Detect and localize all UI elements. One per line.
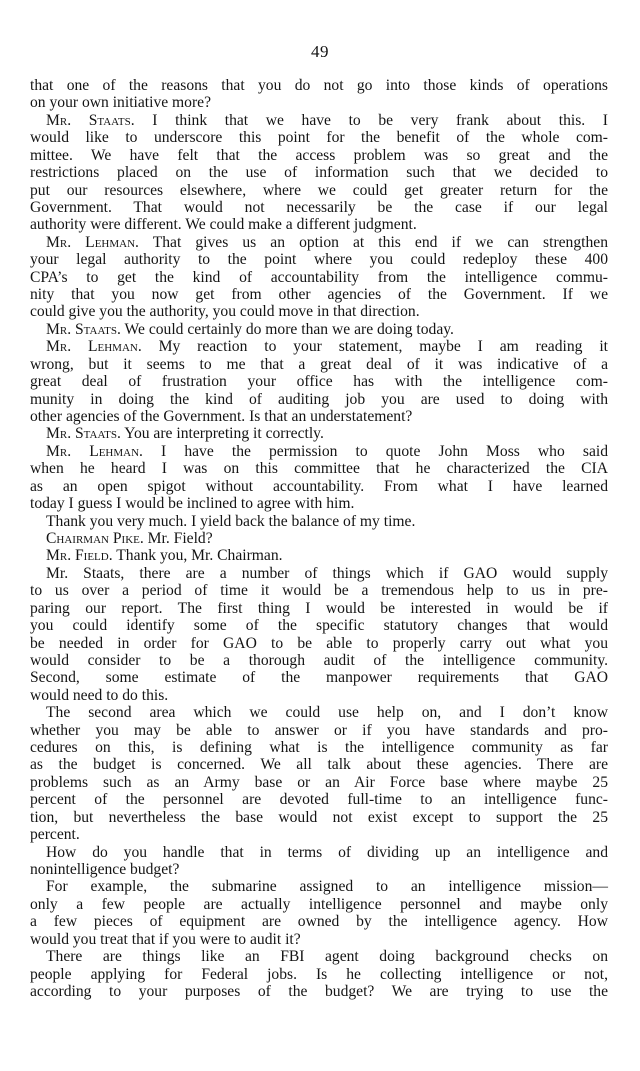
text-line <box>30 408 608 425</box>
text-line <box>30 199 608 216</box>
line-text: whether you may be able to answer or if you have standards and pro- <box>30 721 608 739</box>
line-text: according to your purposes of the budget? We are trying to use the <box>30 982 608 1000</box>
line-text: today I guess I would be inclined to agree with him. <box>30 495 355 513</box>
line-text: Thank you very much. I yield back the balance of my time. <box>46 512 416 530</box>
line-text: restrictions placed on the use of information such that we decided to <box>30 164 608 182</box>
page-number: 49 <box>311 42 329 61</box>
text-line <box>30 896 608 913</box>
line-text: problems such as an Army base or an Air Force base where maybe 25 <box>30 773 608 791</box>
line-text: We could certainly do more than we are doing today. <box>120 320 454 338</box>
line-text: Mr. Field? <box>143 529 213 547</box>
text-line <box>30 513 608 530</box>
text-line <box>30 338 608 355</box>
speaker-name: Mr. Lehman. <box>46 338 142 356</box>
text-line <box>30 687 608 704</box>
line-text: authority were different. We could make a different judgment. <box>30 216 417 234</box>
text-line <box>30 931 608 948</box>
text-line <box>30 147 608 164</box>
line-text: percent. <box>30 826 80 844</box>
line-text: nonintelligence budget? <box>30 860 180 878</box>
body-text <box>30 77 608 1000</box>
text-line <box>30 478 608 495</box>
speaker-name: Mr. Staats. <box>46 425 121 443</box>
text-line <box>30 600 608 617</box>
line-text: great deal of frustration your office has with the intelligence com- <box>30 373 608 391</box>
text-line <box>30 704 608 721</box>
text-line <box>30 844 608 861</box>
line-text: you could identify some of the specific statutory changes that would <box>30 617 608 635</box>
line-text: nity that you now get from other agencies of the Government. If we <box>30 286 608 304</box>
line-text: when he heard I was on this committee that he characterized the CIA <box>30 460 608 478</box>
text-line <box>30 861 608 878</box>
text-line <box>30 582 608 599</box>
speaker-name: Mr. Field. <box>46 547 113 565</box>
speaker-name: Mr. Staats. <box>46 111 135 129</box>
text-line <box>30 303 608 320</box>
line-text: For example, the submarine assigned to an intelligence mission— <box>46 878 608 896</box>
text-line <box>30 617 608 634</box>
line-text: would need to do this. <box>30 686 169 704</box>
line-text: There are things like an FBI agent doing background checks on <box>46 948 608 966</box>
text-line <box>30 826 608 843</box>
speaker-name: Mr. Staats. <box>46 320 121 338</box>
line-text: would like to underscore this point for the benefit of the whole com- <box>30 129 608 147</box>
text-line <box>30 425 608 442</box>
line-text: put our resources elsewhere, where we could get greater return for the <box>30 181 608 199</box>
line-text: I think that we have to be very frank about this. I <box>134 111 608 129</box>
line-text: would consider to be a thorough audit of the intelligence community. <box>30 651 608 669</box>
line-text: that one of the reasons that you do not go into those kinds of operations <box>30 77 608 94</box>
text-line <box>30 112 608 129</box>
line-text: cedures on this, is defining what is the intelligence community as far <box>30 739 608 757</box>
text-line <box>30 983 608 1000</box>
line-text: How do you handle that in terms of dividing up an intelligence and <box>46 843 608 861</box>
text-line <box>30 495 608 512</box>
text-line <box>30 391 608 408</box>
line-text: be needed in order for GAO to be able to properly carry out what you <box>30 634 608 652</box>
line-text: percent of the personnel are devoted full-time to an intelligence func- <box>30 791 608 809</box>
text-line <box>30 966 608 983</box>
line-text: Government. That would not necessarily be the case if our legal <box>30 198 608 216</box>
text-line <box>30 878 608 895</box>
line-text: tion, but nevertheless the base would not exist except to support the 25 <box>30 808 608 826</box>
speaker-name: Mr. Lehman. <box>46 233 139 251</box>
line-text: as the budget is concerned. We all talk about these agencies. There are <box>30 756 608 774</box>
line-text: CPA’s to get the kind of accountability from the intelligence commu- <box>30 268 608 286</box>
text-line <box>30 182 608 199</box>
text-line <box>30 77 608 94</box>
line-text: would you treat that if you were to audit it? <box>30 930 301 948</box>
speaker-name: Chairman Pike. <box>46 529 144 547</box>
line-text: your legal authority to the point where you could redeploy these 400 <box>30 251 608 269</box>
text-line <box>30 635 608 652</box>
text-line <box>30 373 608 390</box>
line-text: That gives us an option at this end if we can strengthen <box>138 233 609 251</box>
text-line <box>30 547 608 564</box>
text-line <box>30 164 608 181</box>
line-text: My reaction to your statement, maybe I am reading it <box>141 338 608 356</box>
text-line <box>30 129 608 146</box>
text-line <box>30 234 608 251</box>
text-line <box>30 652 608 669</box>
text-line <box>30 94 608 111</box>
line-text: You are interpreting it correctly. <box>120 425 324 443</box>
line-text: to us over a period of time it would be a tremendous help to us in pre- <box>30 582 608 600</box>
line-text: a few pieces of equipment are owned by the intelligence agency. How <box>30 913 608 931</box>
text-line <box>30 948 608 965</box>
text-line <box>30 443 608 460</box>
text-line <box>30 269 608 286</box>
line-text: Thank you, Mr. Chairman. <box>112 547 283 565</box>
line-text: could give you the authority, you could move in that direction. <box>30 303 420 321</box>
text-line <box>30 722 608 739</box>
text-line <box>30 356 608 373</box>
text-line <box>30 913 608 930</box>
line-text: munity in doing the kind of auditing job you are used to doing with <box>30 390 608 408</box>
text-line <box>30 756 608 773</box>
text-line <box>30 774 608 791</box>
text-line <box>30 565 608 582</box>
line-text: paring our report. The first thing I would be interested in would be if <box>30 599 608 617</box>
text-line <box>30 669 608 686</box>
line-text: as an open spigot without accountability. From what I have learned <box>30 477 608 495</box>
line-text: wrong, but it seems to me that a great deal of it was indicative of a <box>30 355 608 373</box>
speaker-name: Mr. Lehman. <box>46 442 143 460</box>
text-line <box>30 251 608 268</box>
line-text: people applying for Federal jobs. Is he collecting intelligence or not, <box>30 965 608 983</box>
line-text: only a few people are actually intelligence personnel and maybe only <box>30 895 608 913</box>
line-text: Mr. Staats, there are a number of things which if GAO would supply <box>46 564 608 582</box>
text-line <box>30 286 608 303</box>
text-line <box>30 216 608 233</box>
line-text: other agencies of the Government. Is that an understatement? <box>30 408 413 426</box>
line-text: I have the permission to quote John Moss who said <box>142 442 608 460</box>
text-line <box>30 460 608 477</box>
line-text: Second, some estimate of the manpower requirements that GAO <box>30 669 608 687</box>
text-line <box>30 530 608 547</box>
line-text: on your own initiative more? <box>30 94 212 112</box>
text-line <box>30 739 608 756</box>
text-line <box>30 809 608 826</box>
line-text: The second area which we could use help on, and I don’t know <box>46 704 608 722</box>
line-text: mittee. We have felt that the access problem was so great and the <box>30 146 608 164</box>
text-line <box>30 321 608 338</box>
text-line <box>30 791 608 808</box>
